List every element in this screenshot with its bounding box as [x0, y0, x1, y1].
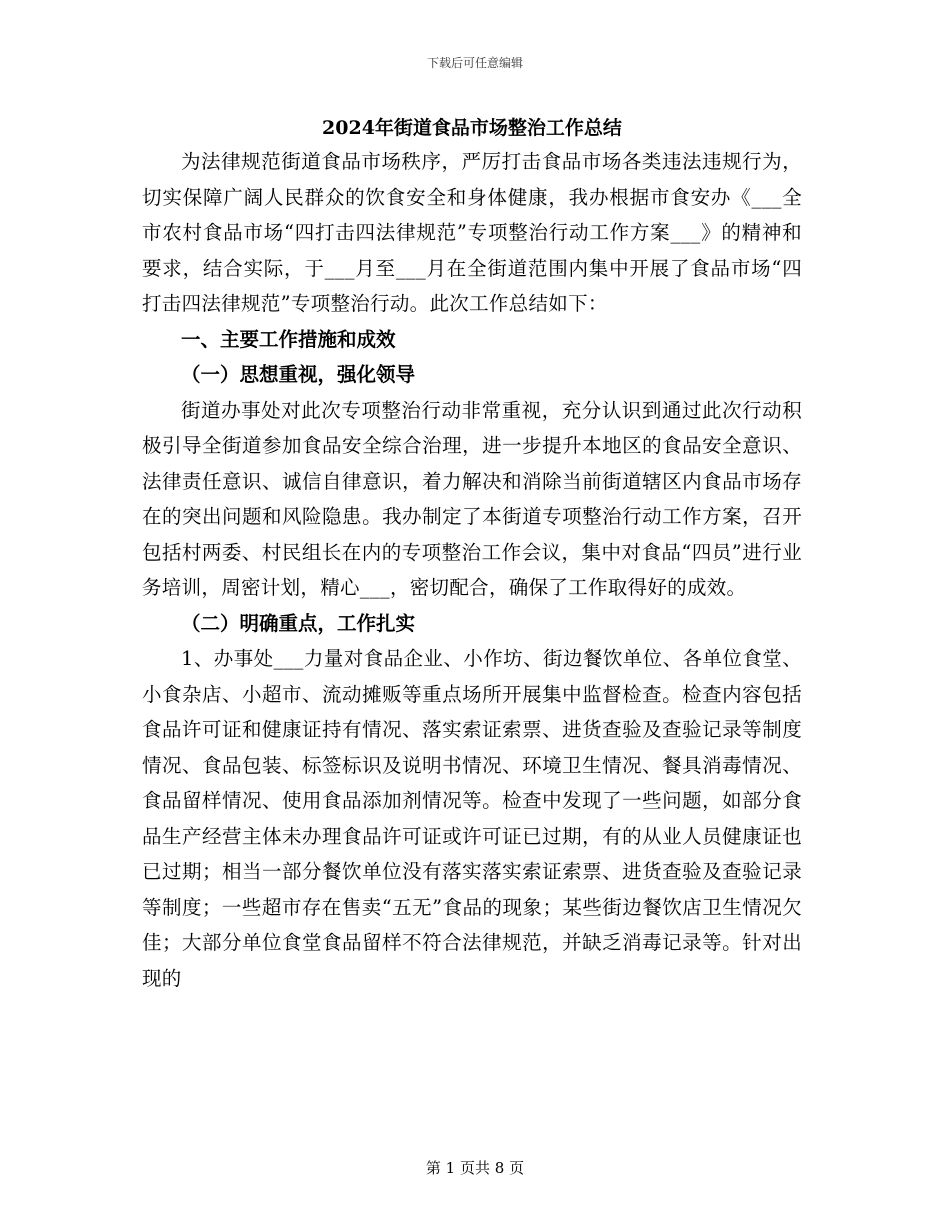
section-heading-1: 一、主要工作措施和成效 — [181, 327, 396, 351]
subsection-heading-1: （一）思想重视，强化领导 — [181, 363, 416, 386]
subsection-heading-2: （二）明确重点，工作扎实 — [181, 611, 416, 635]
subsection-1-paragraph: 街道办事处对此次专项整治行动非常重视，充分认识到通过此次行动积极引导全街道参加食品安全综合治理，进一步提升本地区的食品安全意识、法律责任意识、诚信自律意识，着力解决和消除当前街道辖区内食品市场存在的突出问题和风险隐患。我办制定了本街道专项整治行动工作方案，召开包括村两委、村民组长在内的专项整治工作会议，集中对食品“四员”进行业务培训，周密计划，精心___，密切配合，确保了工作取得好的成效。 — [142, 398, 802, 599]
page-header: 下载后可任意编辑 — [426, 56, 523, 70]
page-footer: 第 1 页共 8 页 — [425, 1159, 525, 1177]
document-title: 2024年街道食品市场整治工作总结 — [322, 117, 622, 139]
intro-paragraph: 为法律规范街道食品市场秩序，严厉打击食品市场各类违法违规行为，切实保障广阔人民群众的饮食安全和身体健康，我办根据市食安办《___全市农村食品市场“四打击四法律规范”专项整治行动工作方案___》的精神和要求，结合实际，于___月至___月在全街道范围内集中开展了食品市场“四打击四法律规范”专项整治行动。此次工作总结如下： — [142, 150, 802, 315]
document-body — [142, 112, 802, 996]
subsection-2-paragraph: 1、办事处___力量对食品企业、小作坊、街边餐饮单位、各单位食堂、小食杂店、小超市、流动摊贩等重点场所开展集中监督检查。检查内容包括食品许可证和健康证持有情况、落实索证索票、进货查验及查验记录等制度情况、食品包装、标签标识及说明书情况、环境卫生情况、餐具消毒情况、食品留样情况、使用食品添加剂情况等。检查中发现了一些问题，如部分食品生产经营主体未办理食品许可证或许可证已过期，有的从业人员健康证也已过期；相当一部分餐饮单位没有落实落实索证索票、进货查验及查验记录等制度；一些超市存在售卖“五无”食品的现象；某些街边餐饮店卫生情况欠佳；大部分单位食堂食品留样不符合法律规范，并缺乏消毒记录等。针对出现的 — [142, 647, 802, 990]
